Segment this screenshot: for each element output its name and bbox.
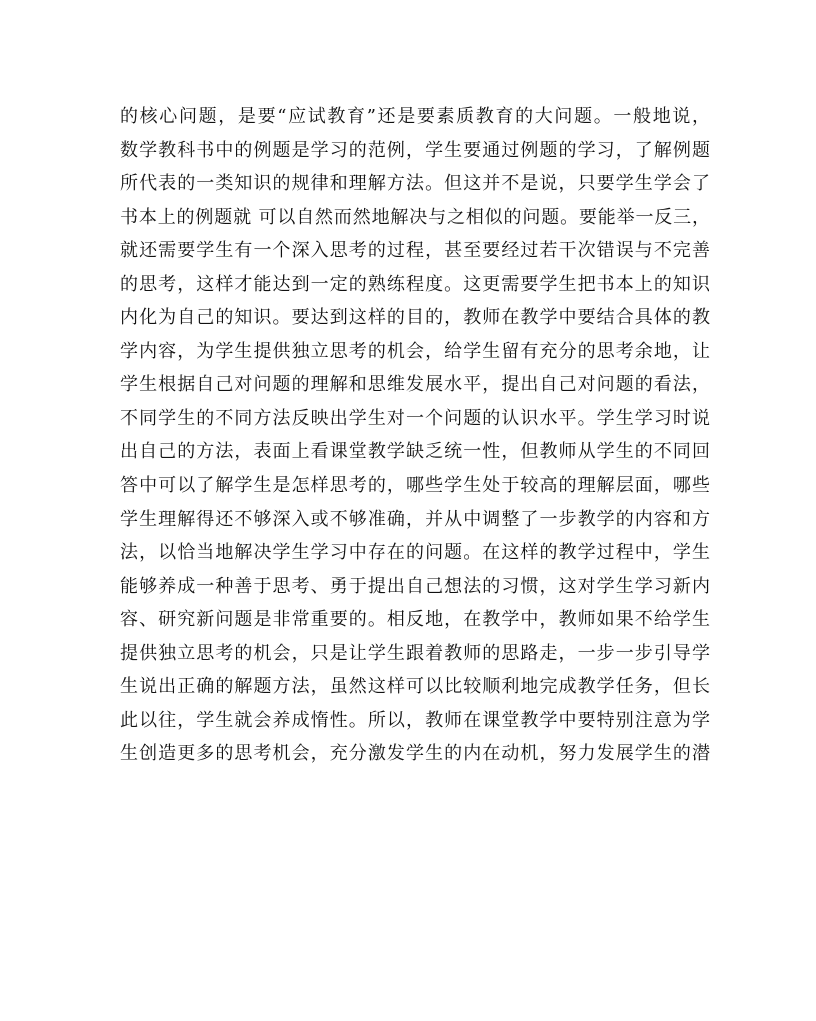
text-line: 容、研究新问题是非常重要的。相反地，在教学中，教师如果不给学生: [120, 609, 710, 631]
text-line: 法，以恰当地解决学生学习中存在的问题。在这样的教学过程中，学生: [120, 542, 710, 564]
text-line: 生说出正确的解题方法，虽然这样可以比较顺利地完成教学任务，但长: [120, 676, 710, 698]
text-line: 能够养成一种善于思考、勇于提出自己想法的习惯，这对学生学习新内: [120, 575, 710, 597]
text-line: 学生理解得还不够深入或不够准确，并从中调整了一步教学的内容和方: [120, 508, 710, 530]
text-line: 的核心问题，是要“应试教育”还是要素质教育的大问题。一般地说，: [120, 106, 710, 127]
text-line: 书本上的例题就 可以自然而然地解决与之相似的问题。要能举一反三，: [120, 206, 710, 228]
text-line: 出自己的方法，表面上看课堂教学缺乏统一性，但教师从学生的不同回: [120, 441, 710, 463]
text-line: 答中可以了解学生是怎样思考的，哪些学生处于较高的理解层面，哪些: [120, 475, 710, 497]
text-line: 生创造更多的思考机会，充分激发学生的内在动机，努力发展学生的潜: [120, 743, 710, 765]
body-paragraph: [120, 100, 710, 771]
text-line: 数学教科书中的例题是学习的范例，学生要通过例题的学习，了解例题: [120, 139, 710, 161]
text-line: 不同学生的不同方法反映出学生对一个问题的认识水平。学生学习时说: [120, 407, 710, 429]
text-line: 就还需要学生有一个深入思考的过程，甚至要经过若干次错误与不完善: [120, 240, 710, 262]
text-line: 学生根据自己对问题的理解和思维发展水平，提出自己对问题的看法，: [120, 374, 710, 396]
text-line: 提供独立思考的机会，只是让学生跟着教师的思路走，一步一步引导学: [120, 642, 710, 664]
text-line: 的思考，这样才能达到一定的熟练程度。这更需要学生把书本上的知识: [120, 273, 710, 295]
text-line: 内化为自己的知识。要达到这样的目的，教师在教学中要结合具体的教: [120, 307, 710, 329]
text-line: 此以往，学生就会养成惰性。所以，教师在课堂教学中要特别注意为学: [120, 709, 710, 731]
text-line: 所代表的一类知识的规律和理解方法。但这并不是说，只要学生学会了: [120, 173, 710, 195]
text-line: 学内容，为学生提供独立思考的机会，给学生留有充分的思考余地，让: [120, 340, 710, 362]
